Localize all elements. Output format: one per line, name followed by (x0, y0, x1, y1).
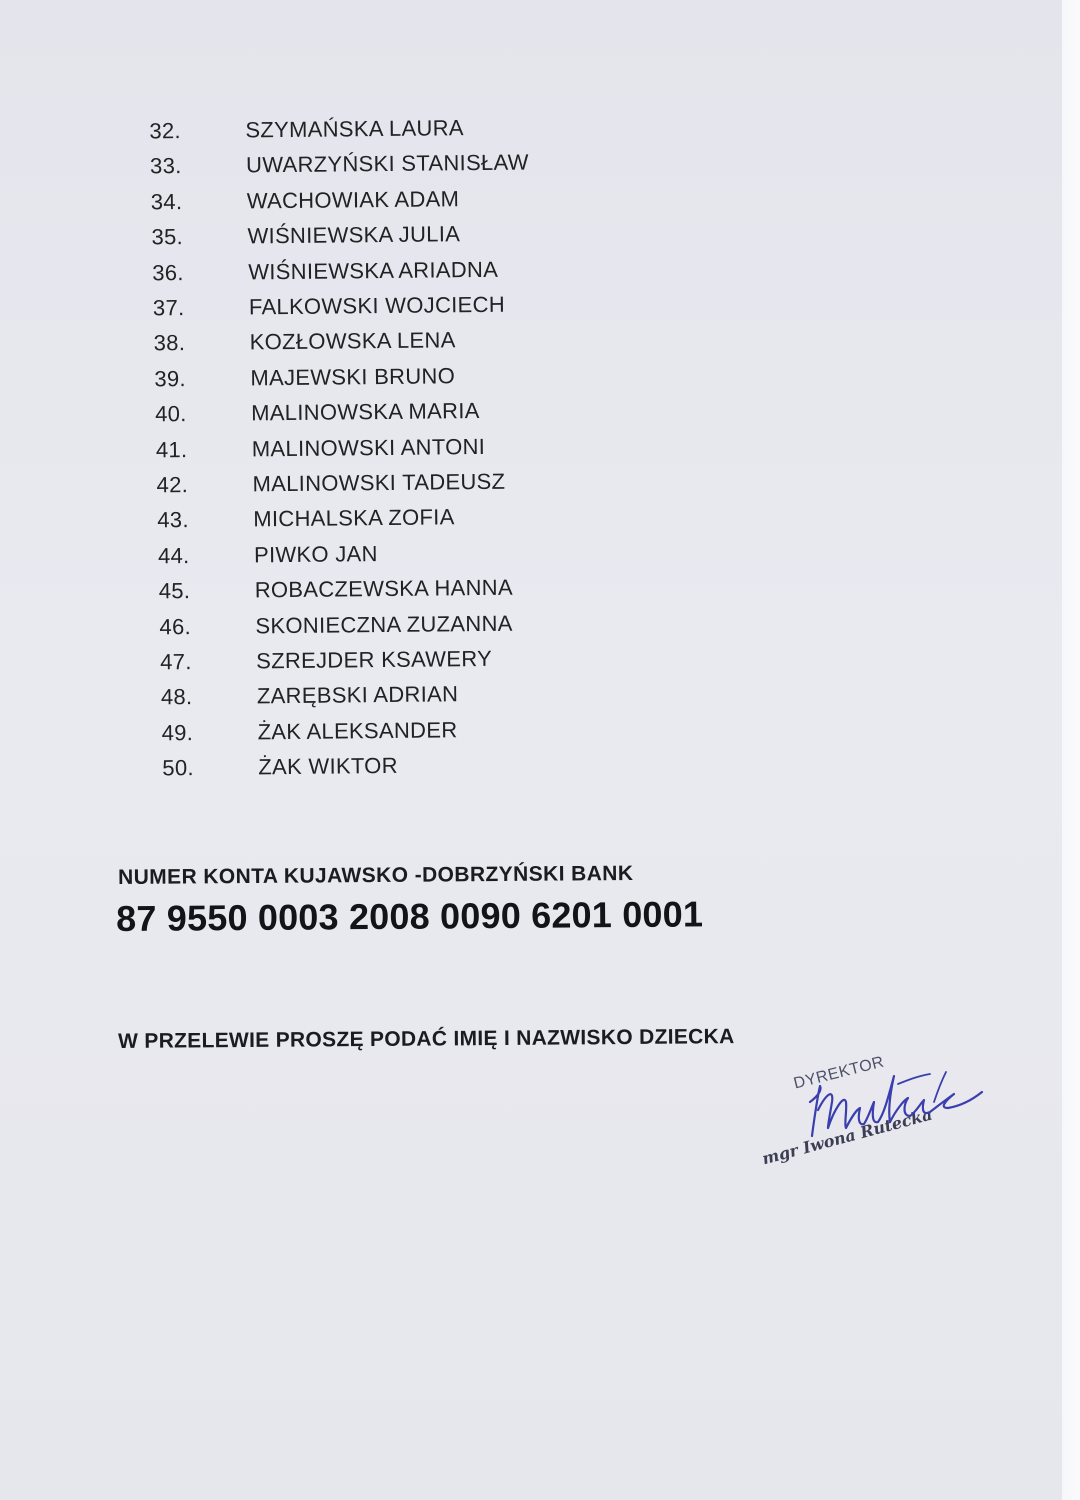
list-item-name: SZREJDER KSAWERY (256, 645, 493, 674)
list-item-name: SZYMAŃSKA LAURA (245, 115, 464, 143)
list-item-name: KOZŁOWSKA LENA (249, 327, 456, 355)
list-item-number: 48. (160, 684, 193, 710)
list-item-number: 40. (155, 401, 187, 427)
list-item-name: MALINOWSKA MARIA (251, 398, 480, 426)
transfer-note: W PRZELEWIE PROSZĘ PODAĆ IMIĘ I NAZWISKO DZIECKA (118, 1025, 735, 1053)
list-item-number: 33. (149, 153, 182, 179)
list-item-number: 41. (155, 436, 188, 462)
list-item-name: ŻAK WIKTOR (258, 753, 398, 780)
list-item-name: ŻAK ALEKSANDER (257, 717, 458, 745)
list-item-name: WIŚNIEWSKA ARIADNA (248, 256, 499, 285)
list-item-name: WIŚNIEWSKA JULIA (247, 221, 461, 249)
list-item-number: 34. (150, 188, 183, 215)
list-item-number: 39. (154, 365, 187, 392)
stamp-title: DYREKTOR (792, 1053, 886, 1093)
list-item-number: 46. (159, 613, 192, 639)
list-item-number: 35. (151, 224, 184, 250)
list-item-number: 49. (161, 719, 194, 746)
list-item-name: MICHALSKA ZOFIA (253, 504, 455, 532)
list-item-name: MAJEWSKI BRUNO (250, 363, 456, 391)
bank-account-number: 87 9550 0003 2008 0090 6201 0001 (116, 893, 704, 939)
list-item-name: SKONIECZNA ZUZANNA (255, 610, 513, 638)
list-item-name: UWARZYŃSKI STANISŁAW (245, 149, 529, 178)
list-item-number: 32. (149, 118, 181, 144)
stamp-name: mgr Iwona Rutecka (760, 1104, 935, 1169)
list-item-name: PIWKO JAN (253, 540, 378, 568)
list-item-name: MALINOWSKI TADEUSZ (252, 468, 506, 497)
list-item-name: MALINOWSKI ANTONI (251, 433, 486, 461)
list-item-name: FALKOWSKI WOJCIECH (248, 291, 506, 320)
list-item-number: 47. (160, 649, 192, 675)
signature-icon (748, 1050, 988, 1180)
list-item-number: 36. (152, 259, 184, 286)
list-item-number: 37. (152, 295, 185, 321)
list-item-number: 43. (157, 507, 189, 533)
list-item-name: ROBACZEWSKA HANNA (254, 574, 514, 603)
list-item-number: 45. (158, 578, 191, 604)
bank-account-label: NUMER KONTA KUJAWSKO -DOBRZYŃSKI BANK (118, 861, 634, 889)
list-item-number: 44. (157, 542, 190, 569)
list-item-number: 38. (153, 330, 186, 356)
paper-edge (1062, 0, 1080, 1500)
list-item-name: WACHOWIAK ADAM (246, 185, 460, 214)
list-item-number: 50. (162, 755, 194, 781)
list-item-number: 42. (156, 472, 189, 498)
director-stamp (748, 1050, 988, 1180)
list-item-name: ZARĘBSKI ADRIAN (256, 681, 459, 709)
